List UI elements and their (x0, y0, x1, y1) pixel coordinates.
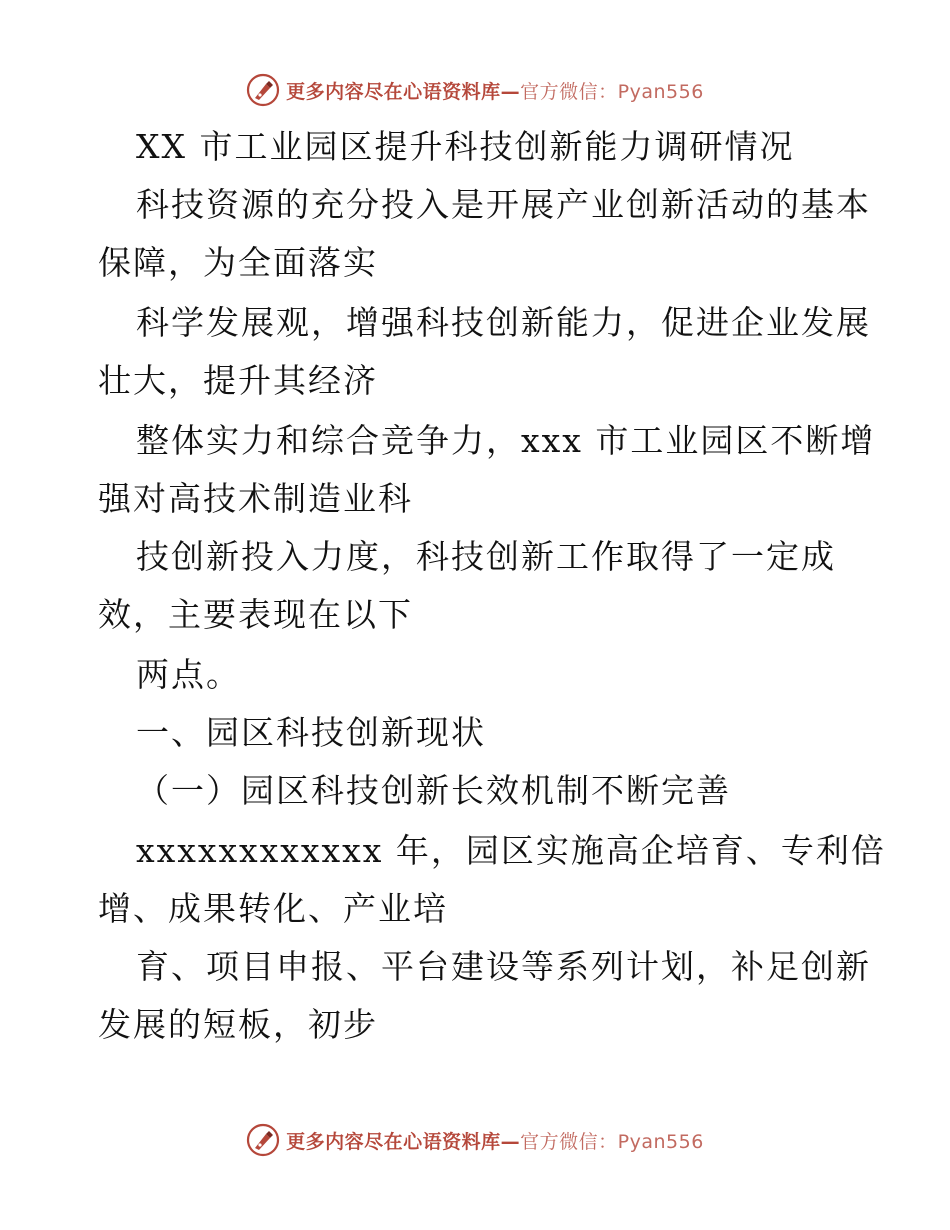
paragraph-line: xxxxxxxxxxxx 年，园区实施高企培育、专利倍 (136, 831, 886, 870)
paragraph-line: 保障，为全面落实 (98, 243, 378, 282)
paragraph-line: 强对高技术制造业科 (98, 479, 413, 518)
paragraph-line: 壮大，提升其经济 (98, 361, 378, 400)
watermark-text: 更多内容尽在心语资料库—官方微信：Pyan556 (286, 80, 704, 103)
watermark-banner-top (0, 70, 950, 110)
subsection-heading: （一）园区科技创新长效机制不断完善 (136, 771, 731, 810)
paragraph-line: 科学发展观，增强科技创新能力，促进企业发展 (136, 303, 871, 342)
pen-nib-logo-icon (246, 73, 280, 107)
pen-nib-logo-icon (246, 1123, 280, 1157)
document-title: XX 市工业园区提升科技创新能力调研情况 (136, 127, 795, 166)
paragraph-line: 科技资源的充分投入是开展产业创新活动的基本 (136, 185, 871, 224)
paragraph-line: 两点。 (136, 655, 241, 694)
paragraph-line: 发展的短板，初步 (98, 1005, 378, 1044)
paragraph-line: 育、项目申报、平台建设等系列计划，补足创新 (136, 947, 871, 986)
paragraph-line: 整体实力和综合竞争力，xxx 市工业园区不断增 (136, 421, 876, 460)
paragraph-line: 效，主要表现在以下 (98, 595, 413, 634)
paragraph-line: 增、成果转化、产业培 (98, 889, 448, 928)
watermark-banner-bottom (0, 1120, 950, 1160)
watermark-text: 更多内容尽在心语资料库—官方微信：Pyan556 (286, 1130, 704, 1153)
section-heading: 一、园区科技创新现状 (136, 713, 486, 752)
paragraph-line: 技创新投入力度，科技创新工作取得了一定成 (136, 537, 836, 576)
